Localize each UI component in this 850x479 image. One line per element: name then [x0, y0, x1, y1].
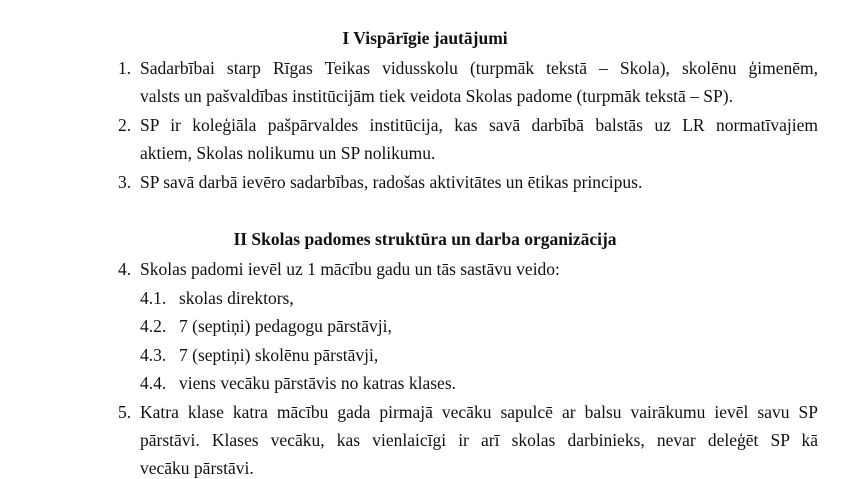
item-4-text: Skolas padomi ievēl uz 1 mācību gadu un tās sastāvu veido:: [140, 259, 560, 279]
subitem-text: skolas direktors,: [179, 288, 294, 308]
section-1-heading: I Vispārīgie jautājumi: [342, 28, 508, 48]
subitem-number: 4.3.: [140, 345, 167, 365]
subitem-number: 4.4.: [140, 373, 167, 393]
item-number: 3.: [118, 172, 132, 192]
subitem-text: 7 (septiņi) skolēnu pārstāvji,: [179, 345, 379, 365]
subitem-number: 4.2.: [140, 316, 167, 336]
item-number: 2.: [118, 115, 132, 135]
item-number: 5.: [118, 402, 132, 422]
subitem-text: 7 (septiņi) pedagogu pārstāvji,: [179, 316, 392, 336]
item-3-line-1: SP savā darbā ievēro sadarbības, radošas aktivitātes un ētikas principus.: [140, 172, 643, 192]
item-number: 1.: [118, 58, 132, 78]
subitem-text: viens vecāku pārstāvis no katras klases.: [179, 373, 457, 393]
item-5-line-2: pārstāvi. Klases vecāku, kas vienlaicīgi ir arī skolas darbinieks, nevar deleģēt SP kā: [140, 430, 818, 450]
item-2-line-1: SP ir koleģiāla pašpārvaldes institūcija, kas savā darbībā balstās uz LR normatīvajiem: [140, 115, 818, 135]
item-number: 4.: [118, 259, 132, 279]
item-2-line-2: aktiem, Skolas nolikumu un SP nolikumu.: [140, 143, 436, 163]
item-1-line-1: Sadarbībai starp Rīgas Teikas vidusskolu (turpmāk tekstā – Skola), skolēnu ģimenēm,: [140, 58, 818, 78]
item-1-line-2: valsts un pašvaldības institūcijām tiek veidota Skolas padome (turpmāk tekstā – SP).: [140, 86, 733, 106]
item-5-line-1: Katra klase katra mācību gada pirmajā vecāku sapulcē ar balsu vairākumu ievēl savu SP: [140, 402, 818, 422]
section-2-heading: II Skolas padomes struktūra un darba organizācija: [233, 229, 617, 249]
item-5-line-3: vecāku pārstāvi.: [140, 458, 254, 478]
subitem-number: 4.1.: [140, 288, 167, 308]
